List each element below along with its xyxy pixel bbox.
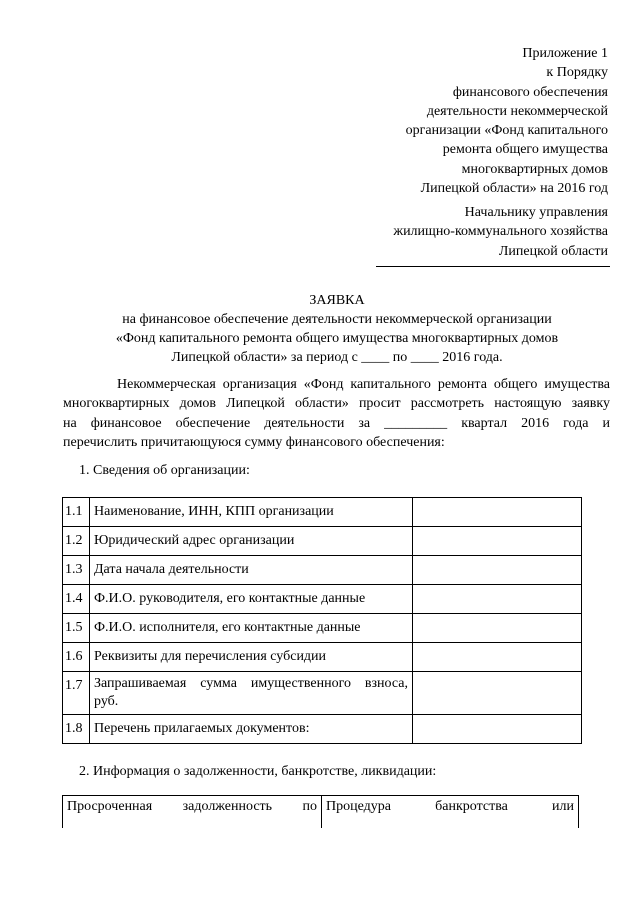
intro-paragraph [63, 375, 610, 452]
appendix-line: ремонта общего имущества [442, 142, 608, 158]
row-number: 1.5 [63, 614, 90, 643]
row-label: Наименование, ИНН, КПП организации [90, 498, 413, 527]
table-row [63, 672, 582, 715]
row-value-cell[interactable] [413, 715, 582, 744]
title-line: «Фонд капитального ремонта общего имущества многоквартирных домов [115, 331, 559, 346]
table-row [63, 643, 582, 672]
appendix-line: деятельности некоммерческой [426, 103, 608, 119]
title-line: Липецкой области» за период с ____ по ____ 2016 года. [171, 350, 503, 365]
intro-line: многоквартирных домов Липецкой области» просит рассмотреть настоящую заявку [63, 396, 610, 412]
table-row [63, 527, 582, 556]
appendix-line: организации «Фонд капитального [405, 123, 608, 139]
title-line: на финансовое обеспечение деятельности некоммерческой организации [122, 312, 552, 327]
bankruptcy-column-header [322, 796, 579, 829]
row-number: 1.7 [63, 672, 90, 715]
table-row [63, 614, 582, 643]
appendix-line: финансового обеспечения [452, 84, 608, 100]
addressee-line: жилищно-коммунального хозяйства [393, 224, 608, 240]
addressee-line: Липецкой области [498, 243, 608, 259]
table-row [63, 585, 582, 614]
row-value-cell[interactable] [413, 672, 582, 715]
addressee-block [348, 203, 608, 261]
appendix-header [348, 44, 608, 198]
appendix-line: к Порядку [546, 65, 608, 81]
row-number: 1.4 [63, 585, 90, 614]
addressee-signature-line [376, 266, 610, 267]
intro-line: перечислить причитающуюся сумму финансового обеспечения: [63, 434, 445, 450]
section-1-heading: 1. Сведения об организации: [79, 463, 250, 478]
row-label: Реквизиты для перечисления субсидии [90, 643, 413, 672]
row-value-cell[interactable] [413, 614, 582, 643]
row-label: Ф.И.О. руководителя, его контактные данные [90, 585, 413, 614]
row-label: Дата начала деятельности [90, 556, 413, 585]
row-value-cell[interactable] [413, 585, 582, 614]
appendix-line: многоквартирных домов [461, 161, 608, 177]
table-row [63, 556, 582, 585]
appendix-line: Липецкой области» на 2016 год [420, 181, 608, 197]
row-number: 1.8 [63, 715, 90, 744]
table-row [63, 715, 582, 744]
row-number: 1.3 [63, 556, 90, 585]
row-value-cell[interactable] [413, 498, 582, 527]
addressee-line: Начальнику управления [464, 205, 608, 220]
debt-info-table [62, 795, 579, 828]
row-value-cell[interactable] [413, 556, 582, 585]
column-header-text: Просроченная задолженность по [67, 799, 317, 814]
table-row [63, 498, 582, 527]
intro-line: на финансовое обеспечение деятельности за _________ квартал 2016 года и [63, 415, 610, 431]
row-number: 1.1 [63, 498, 90, 527]
organization-info-table [62, 497, 582, 744]
row-number: 1.2 [63, 527, 90, 556]
row-value-cell[interactable] [413, 527, 582, 556]
table-row [63, 796, 579, 829]
section-2-heading: 2. Информация о задолженности, банкротстве, ликвидации: [79, 764, 437, 779]
row-label: Ф.И.О. исполнителя, его контактные данные [90, 614, 413, 643]
row-number: 1.6 [63, 643, 90, 672]
debt-column-header [63, 796, 322, 829]
row-value-cell[interactable] [413, 643, 582, 672]
document-title [40, 291, 634, 367]
row-label-line: руб. [94, 694, 119, 709]
row-label [90, 672, 413, 715]
intro-line: Некоммерческая организация «Фонд капитального ремонта общего имущества [117, 377, 610, 392]
row-label-line: Запрашиваемая сумма имущественного взноса, [94, 676, 408, 691]
row-label: Перечень прилагаемых документов: [90, 715, 413, 744]
title-heading: ЗАЯВКА [309, 293, 365, 308]
appendix-line: Приложение 1 [522, 46, 608, 61]
column-header-text: Процедура банкротства или [326, 799, 574, 814]
row-label: Юридический адрес организации [90, 527, 413, 556]
